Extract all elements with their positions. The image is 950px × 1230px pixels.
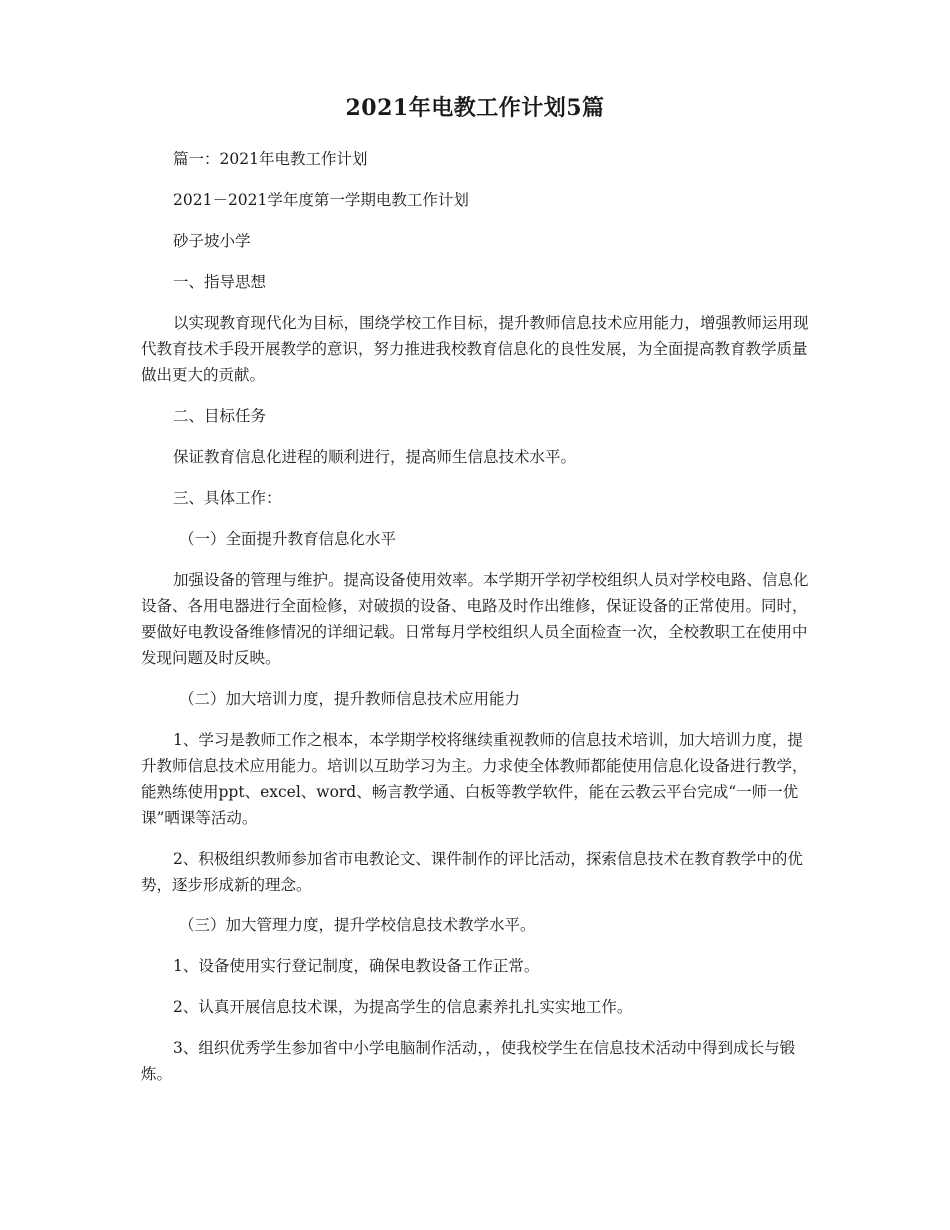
school-name: 砂子坡小学	[173, 232, 251, 250]
paragraph-training-2: 2、积极组织教师参加省市电教论文、课件制作的评比活动，探索信息技术在教育教学中的优势，逐步形成新的理念。	[141, 850, 803, 894]
subheading-two: （二）加大培训力度，提升教师信息技术应用能力	[179, 690, 521, 708]
heading-specific-work: 三、具体工作：	[173, 489, 282, 507]
subheading-three: （三）加大管理力度，提升学校信息技术教学水平。	[179, 916, 536, 934]
paragraph-management-3: 3、组织优秀学生参加省中小学电脑制作活动，，使我校学生在信息技术活动中得到成长与锻炼。	[141, 1039, 796, 1083]
paragraph-guiding-ideology: 以实现教育现代化为目标，围绕学校工作目标，提升教师信息技术应用能力，增强教师运用现代教育技术手段开展教学的意识，努力推进我校教育信息化的良性发展，为全面提高教育教学质量做出更大的贡献。	[141, 314, 809, 384]
heading-goals-tasks: 二、目标任务	[173, 407, 267, 425]
plan-subtitle: 2021－2021学年度第一学期电教工作计划	[173, 191, 469, 209]
section-heading-part-one: 篇一：2021年电教工作计划	[173, 150, 368, 168]
paragraph-goals-tasks: 保证教育信息化进程的顺利进行，提高师生信息技术水平。	[173, 448, 577, 466]
paragraph-training-1: 1、学习是教师工作之根本，本学期学校将继续重视教师的信息技术培训，加大培训力度，提升教师信息技术应用能力。培训以互助学习为主。力求使全体教师都能使用信息化设备进行教学，能熟练使用ppt、excel、word、畅言教学通、白板等教学软件，能在云教云平台完成“一师一优课”晒课等活动。	[141, 731, 808, 827]
paragraph-management-2: 2、认真开展信息技术课，为提高学生的信息素养扎扎实实地工作。	[173, 998, 633, 1016]
document-title: 2021年电教工作计划5篇	[345, 95, 605, 121]
subheading-one: （一）全面提升教育信息化水平	[179, 530, 397, 548]
paragraph-management-1: 1、设备使用实行登记制度，确保电教设备工作正常。	[173, 957, 540, 975]
paragraph-equipment-maintenance: 加强设备的管理与维护。提高设备使用效率。本学期开学初学校组织人员对学校电路、信息化设备、各用电器进行全面检修，对破损的设备、电路及时作出维修，保证设备的正常使用。同时，要做好电教设备维修情况的详细记载。日常每月学校组织人员全面检查一次，全校教职工在使用中发现问题及时反映。	[141, 571, 809, 667]
heading-guiding-ideology: 一、指导思想	[173, 273, 267, 291]
